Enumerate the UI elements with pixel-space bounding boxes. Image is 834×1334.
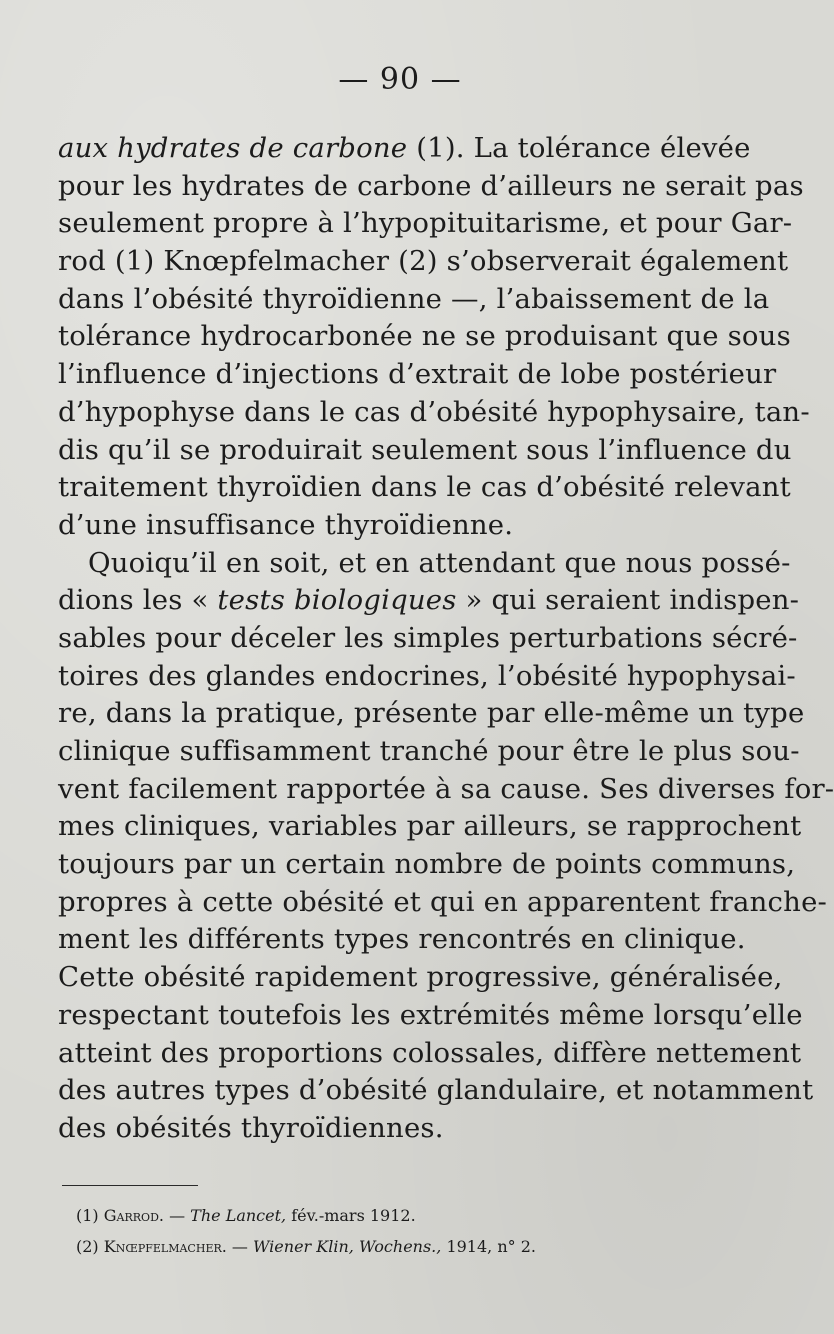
text-line bbox=[58, 997, 803, 1035]
footnote-separator: — bbox=[163, 1206, 191, 1225]
text-run: respectant toutefois les extrémités même lorsqu’elle bbox=[58, 998, 803, 1031]
footnote-source: The Lancet, bbox=[190, 1206, 287, 1225]
text-line bbox=[58, 130, 751, 168]
text-line bbox=[58, 469, 791, 507]
text-run: d’hypophyse dans le cas d’obésité hypophysaire, tan- bbox=[58, 395, 810, 428]
body-text bbox=[58, 130, 834, 1148]
text-run: clinique suffisamment tranché pour être le plus sou- bbox=[58, 735, 800, 767]
text-run: d’une insuffisance thyroïdienne. bbox=[58, 508, 514, 541]
footnote-separator: — bbox=[226, 1237, 254, 1256]
text-line bbox=[58, 620, 798, 658]
text-run: toujours par un certain nombre de points communs, bbox=[58, 848, 796, 881]
footnote-2 bbox=[76, 1231, 736, 1262]
text-line bbox=[58, 356, 777, 394]
text-line bbox=[58, 582, 800, 620]
text-run: des autres types d’obésité glandulaire, et notamment bbox=[58, 1074, 814, 1107]
footnote-1 bbox=[76, 1200, 736, 1231]
text-run: atteint des proportions colossales, diffère nettement bbox=[58, 1036, 802, 1069]
page-number: — 90 — bbox=[338, 62, 462, 97]
text-line bbox=[58, 1110, 734, 1148]
text-run: l’influence d’injections d’extrait de lobe postérieur bbox=[58, 358, 777, 391]
text-line bbox=[58, 658, 796, 696]
italic-text: tests biologiques bbox=[217, 584, 457, 617]
text-line bbox=[58, 733, 800, 771]
text-run: toires des glandes endocrines, l’obésité hypophysai- bbox=[58, 659, 796, 692]
footnote-marker: (2) bbox=[76, 1237, 99, 1256]
text-line bbox=[58, 695, 805, 733]
text-line bbox=[58, 318, 791, 356]
text-run: seulement propre à l’hypopituitarisme, et pour Gar- bbox=[58, 207, 793, 240]
text-line bbox=[58, 846, 796, 884]
text-run: sables pour déceler les simples perturbations sécré- bbox=[58, 621, 798, 654]
text-line bbox=[58, 808, 802, 846]
text-line bbox=[58, 884, 828, 922]
text-line bbox=[58, 507, 734, 545]
text-line bbox=[58, 545, 791, 583]
text-line bbox=[58, 394, 810, 432]
text-line bbox=[58, 959, 783, 997]
text-run: Cette obésité rapidement progressive, généralisée, bbox=[58, 961, 783, 994]
paragraph-2 bbox=[58, 545, 834, 1148]
text-line bbox=[58, 1035, 802, 1073]
text-run: rod (1) Knœpfelmacher (2) s’observerait également bbox=[58, 245, 789, 278]
text-run: des obésités thyroïdiennes. bbox=[58, 1111, 444, 1144]
text-run: dions les « bbox=[58, 584, 218, 617]
text-line bbox=[58, 921, 746, 959]
text-run: traitement thyroïdien dans le cas d’obésité relevant bbox=[58, 471, 791, 504]
text-run: dis qu’il se produirait seulement sous l’influence du bbox=[58, 433, 792, 466]
footnotes bbox=[76, 1200, 736, 1262]
text-run: dans l’obésité thyroïdienne —, l’abaissement de la bbox=[58, 282, 770, 315]
footnote-author: Garrod. bbox=[103, 1206, 164, 1225]
footnote-marker: (1) bbox=[76, 1206, 99, 1225]
footnote-source: Wiener Klin, Wochens., bbox=[253, 1237, 442, 1256]
text-run: pour les hydrates de carbone d’ailleurs ne serait pas bbox=[58, 169, 804, 202]
text-run: ment les différents types rencontrés en clinique. bbox=[58, 923, 746, 956]
italic-text: aux hydrates de carbone bbox=[58, 132, 408, 164]
footnote-details: 1914, n° 2. bbox=[441, 1237, 536, 1256]
text-line bbox=[58, 1072, 814, 1110]
text-line bbox=[58, 281, 770, 319]
text-line bbox=[58, 771, 834, 809]
text-run: mes cliniques, variables par ailleurs, se rapprochent bbox=[58, 810, 802, 843]
text-run: vent facilement rapportée à sa cause. Ses diverses for- bbox=[58, 772, 834, 805]
footnote-author: Knœpfelmacher. bbox=[103, 1237, 227, 1256]
text-line bbox=[58, 168, 804, 206]
text-line bbox=[58, 432, 792, 470]
paragraph-1 bbox=[58, 130, 810, 545]
text-run: re, dans la pratique, présente par elle-même un type bbox=[58, 697, 805, 730]
text-run: Quoiqu’il en soit, et en attendant que nous possé- bbox=[88, 546, 791, 579]
footnote-rule bbox=[62, 1185, 198, 1186]
text-run: (1). La tolérance élevée bbox=[407, 132, 751, 164]
text-line bbox=[58, 205, 793, 243]
text-run: » qui seraient indispen- bbox=[456, 584, 800, 617]
text-run: propres à cette obésité et qui en apparentent franche- bbox=[58, 885, 828, 918]
text-run: tolérance hydrocarbonée ne se produisant que sous bbox=[58, 320, 791, 353]
text-line bbox=[58, 243, 789, 281]
footnote-details: fév.-mars 1912. bbox=[286, 1206, 416, 1225]
